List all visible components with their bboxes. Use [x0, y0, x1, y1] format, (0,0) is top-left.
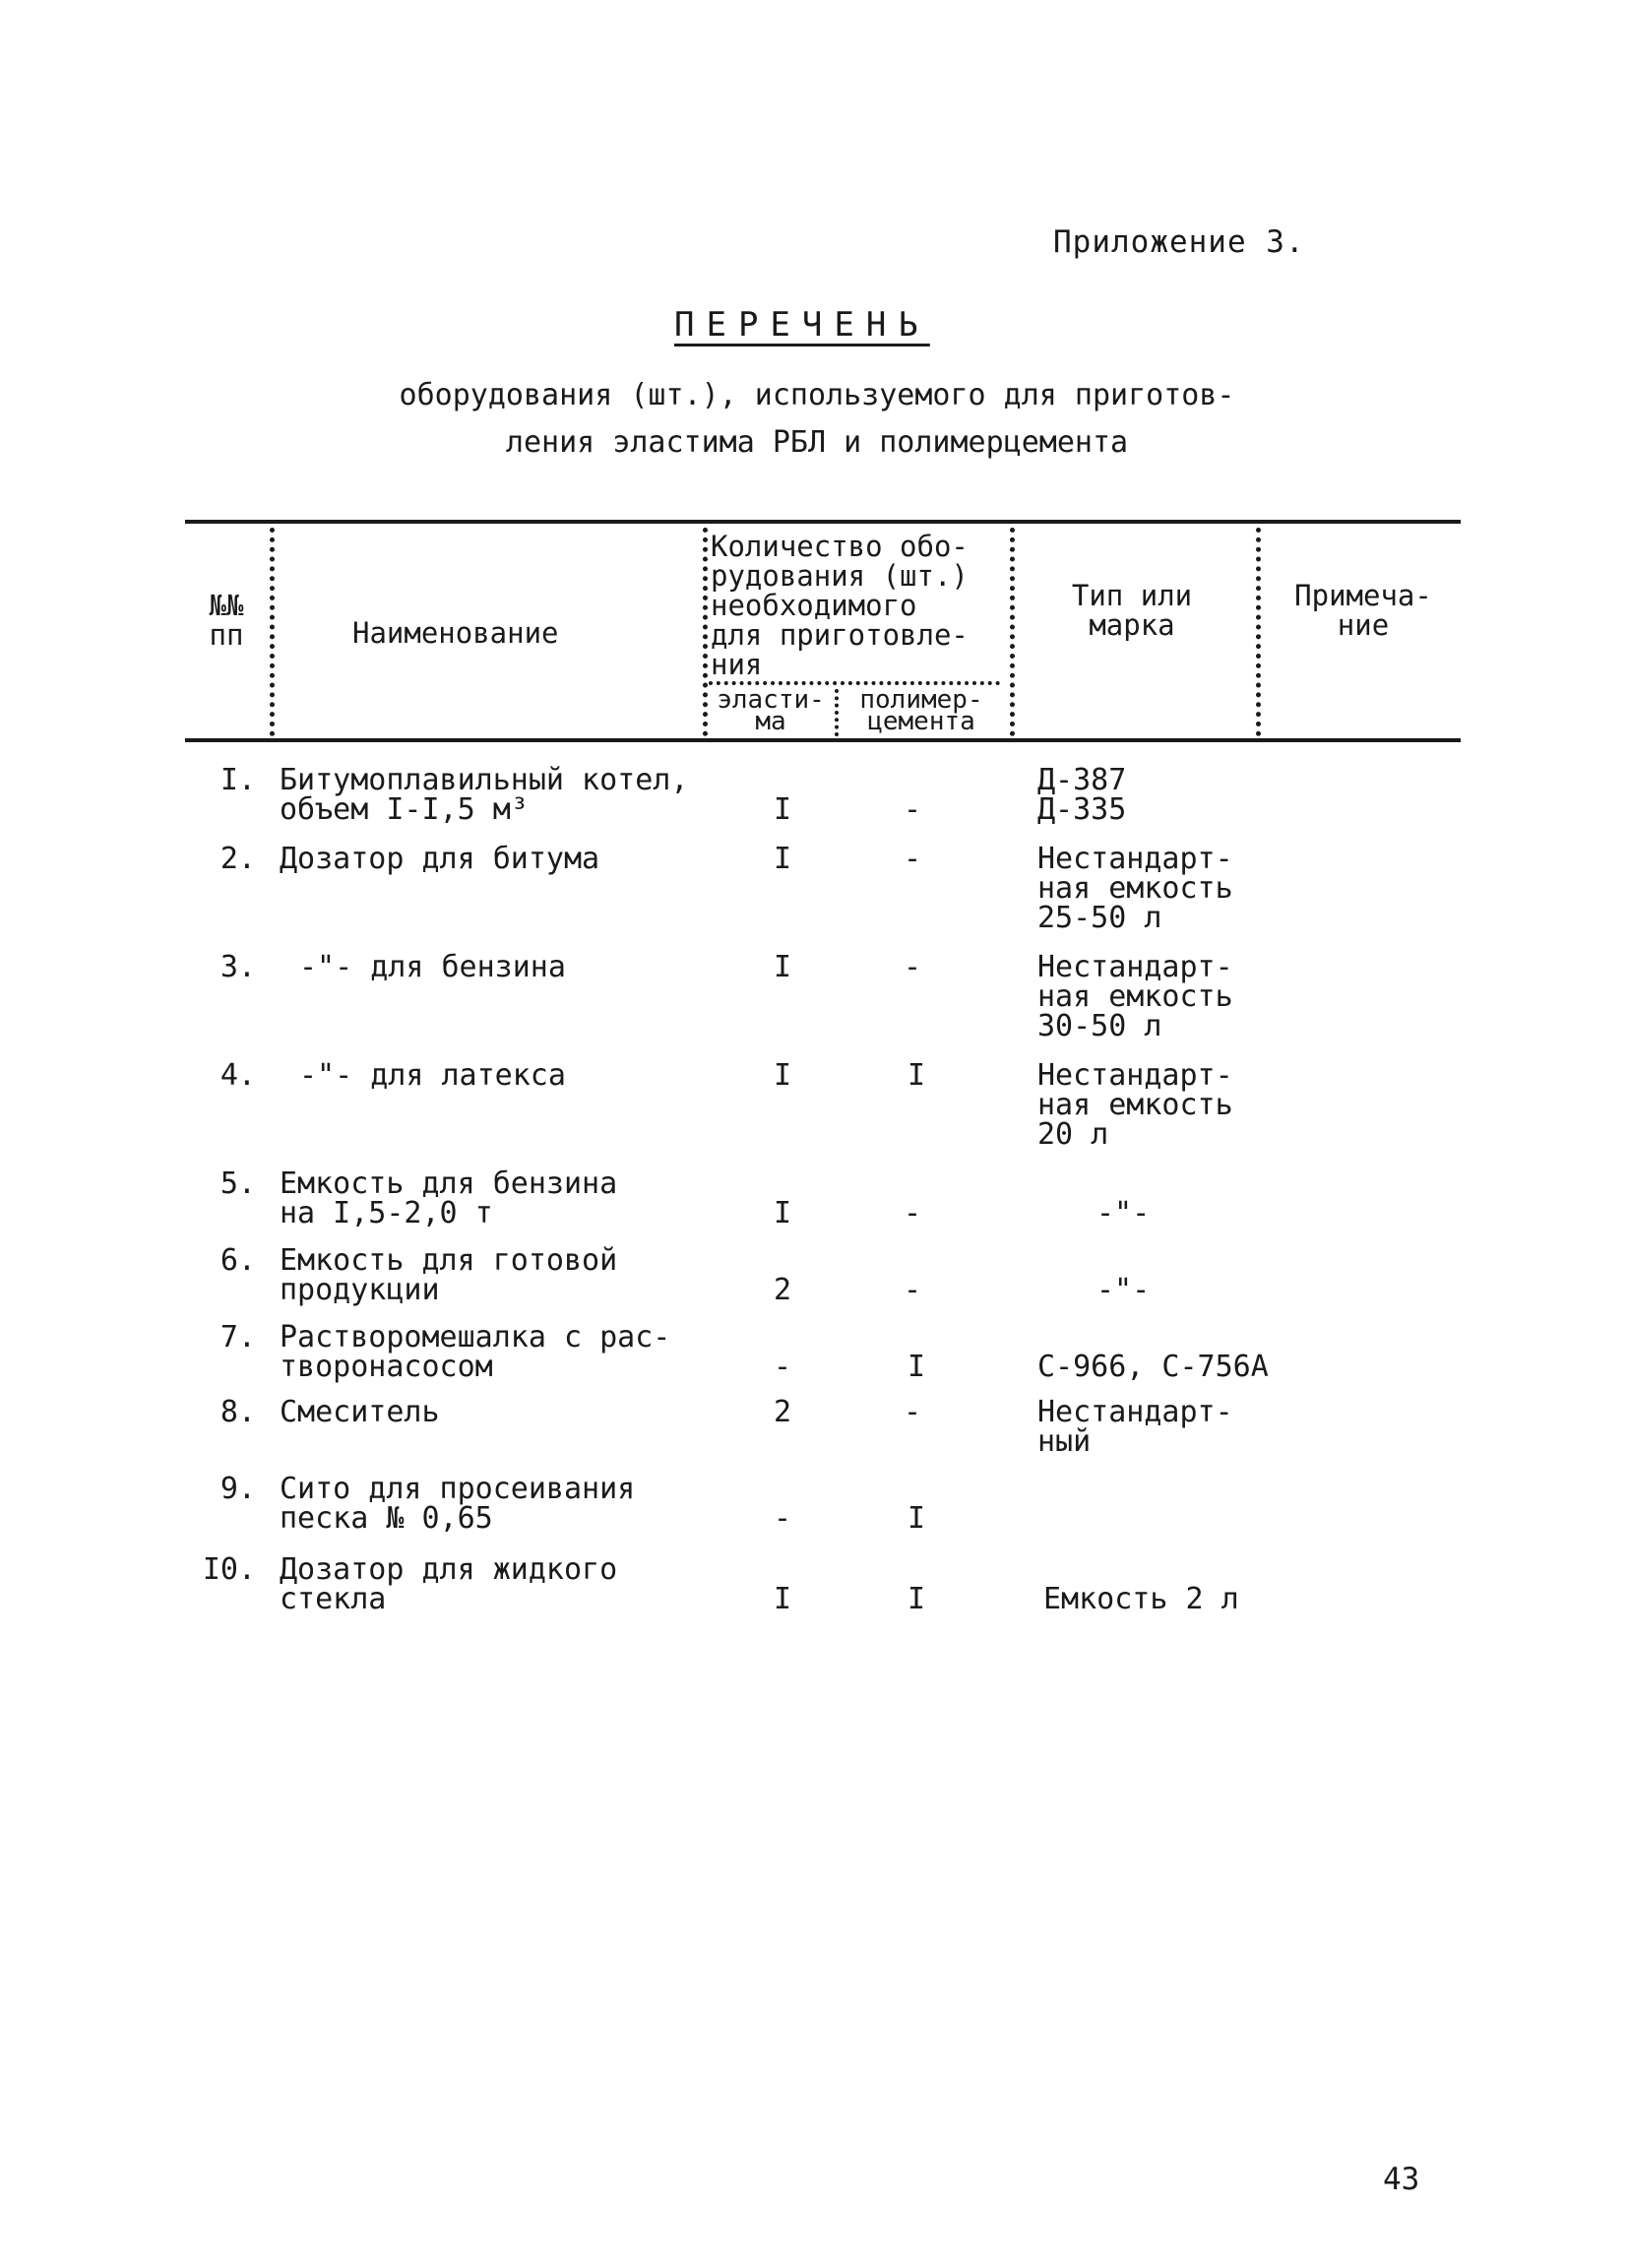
row-type: Нестандарт- ный [1037, 1395, 1233, 1459]
row-qty-elastim: 2 [774, 1273, 792, 1307]
row-type: Емкость 2 л [1043, 1582, 1239, 1616]
row-type: -"- [1096, 1273, 1151, 1307]
row-type: -"- [1096, 1196, 1151, 1230]
row-qty-polymer: I [907, 1501, 926, 1536]
row-qty-elastim: - [774, 1350, 792, 1384]
row-qty-polymer: I [907, 1582, 926, 1616]
document-title: ПЕРЕЧЕНЬ [674, 305, 930, 345]
row-qty-polymer: I [907, 1058, 926, 1093]
header-quantity-elastim: эласти- ма [717, 685, 825, 736]
header-quantity-polymer: полимер- цемента [859, 685, 983, 736]
row-name: Емкость для готовой продукции [280, 1243, 618, 1307]
row-qty-polymer: - [904, 1196, 922, 1230]
row-qty-polymer: I [907, 1350, 926, 1384]
row-qty-elastim: I [774, 792, 792, 827]
row-qty-elastim: I [774, 1582, 792, 1616]
table-top-rule [185, 520, 1461, 524]
column-divider [270, 528, 275, 736]
header-name: Наименование [352, 616, 559, 650]
row-number: I. [219, 763, 256, 797]
row-qty-elastim: I [774, 950, 792, 984]
row-qty-polymer: - [904, 1395, 922, 1429]
row-qty-elastim: - [774, 1501, 792, 1536]
column-divider [1256, 528, 1261, 736]
row-number: 9. [219, 1472, 256, 1506]
row-name: Битумоплавильный котел, объем I-I,5 м³ [280, 763, 689, 827]
row-number: 2. [219, 842, 256, 876]
row-name: Дозатор для жидкого стекла [280, 1552, 618, 1616]
row-type: С-966, С-756А [1037, 1350, 1269, 1384]
row-qty-elastim: I [774, 1196, 792, 1230]
row-qty-polymer: - [904, 1273, 922, 1307]
row-qty-polymer: - [904, 792, 922, 827]
row-name: -"- для бензина [299, 950, 566, 984]
row-qty-polymer: - [904, 842, 922, 876]
row-name: -"- для латекса [299, 1058, 566, 1093]
row-type: Д-387 Д-335 [1037, 763, 1127, 827]
row-number: I0. [202, 1552, 256, 1587]
header-type: Тип или марка [1071, 579, 1193, 642]
row-qty-elastim: I [774, 1058, 792, 1093]
row-name: Дозатор для битума [280, 842, 600, 876]
header-number: №№ пп [209, 589, 244, 652]
row-number: 3. [219, 950, 256, 984]
row-number: 6. [219, 1243, 256, 1278]
row-number: 5. [219, 1166, 256, 1201]
row-name: Растворомешалка с рас- творонасосом [280, 1320, 671, 1384]
row-qty-elastim: I [774, 842, 792, 876]
row-qty-polymer: - [904, 950, 922, 984]
row-name: Смеситель [280, 1395, 440, 1429]
row-type: Нестандарт- ная емкость 25-50 л [1037, 842, 1233, 935]
row-number: 4. [219, 1058, 256, 1093]
row-qty-elastim: 2 [774, 1395, 792, 1429]
row-type: Нестандарт- ная емкость 20 л [1037, 1058, 1233, 1152]
row-type: Нестандарт- ная емкость 30-50 л [1037, 950, 1233, 1043]
column-divider [703, 528, 708, 736]
column-divider [1010, 528, 1015, 736]
row-number: 7. [219, 1320, 256, 1354]
subcolumn-divider [835, 689, 839, 736]
row-name: Сито для просеивания песка № 0,65 [280, 1472, 636, 1536]
document-subtitle: оборудования (шт.), используемого для приготов- ления эластима РБЛ и полимерцемента [399, 378, 1235, 460]
page-number: 43 [1383, 2162, 1420, 2197]
header-quantity: Количество обо- рудования (шт.) необходимого для приготовле- ния [711, 530, 969, 681]
row-number: 8. [219, 1395, 256, 1429]
header-note: Примеча- ние [1294, 579, 1432, 642]
appendix-label: Приложение 3. [1053, 224, 1305, 260]
row-name: Емкость для бензина на I,5-2,0 т [280, 1166, 618, 1230]
table-header-bottom-rule [185, 738, 1461, 742]
